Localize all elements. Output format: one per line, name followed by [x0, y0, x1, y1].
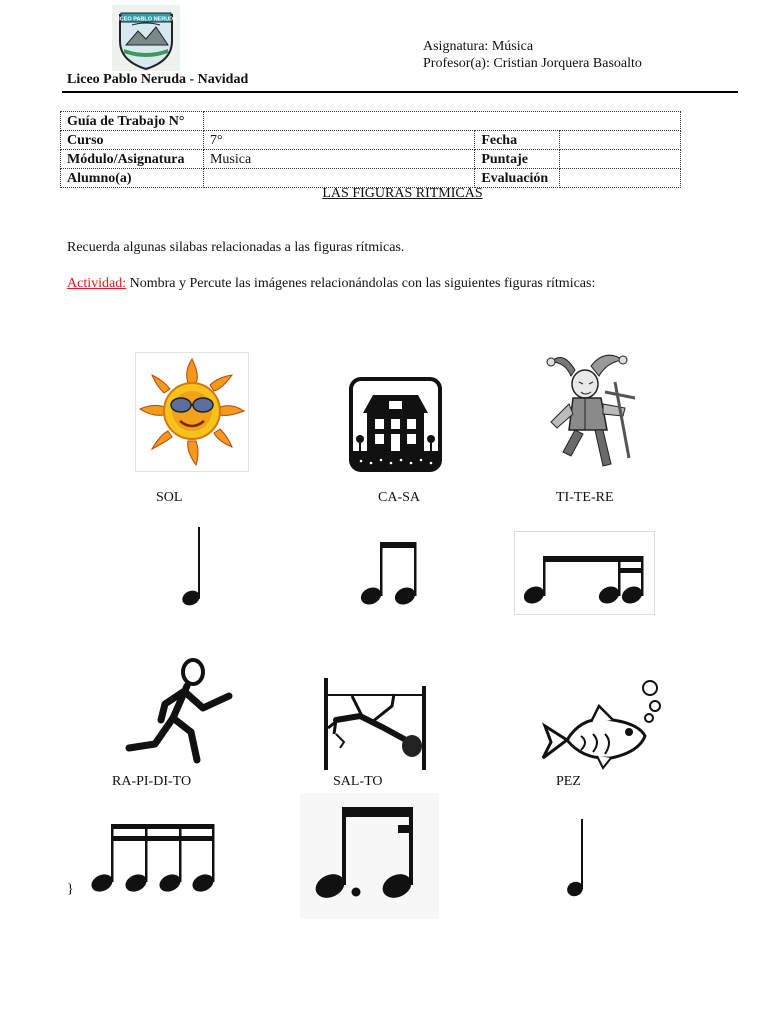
word-casa: CA-SA — [378, 490, 421, 505]
module-label: Módulo/Asignatura — [61, 150, 204, 169]
table-row — [61, 112, 681, 131]
course-value[interactable]: 7° — [203, 131, 474, 150]
score-label: Puntaje — [475, 150, 560, 169]
eighth-two-sixteenths-icon — [514, 531, 655, 615]
two-eighth-notes-icon — [358, 540, 420, 606]
intro-paragraph: Recuerda algunas silabas relacionadas a las figuras rítmicas. — [67, 240, 405, 255]
running-figure-icon — [117, 652, 239, 776]
quarter-note-icon-2 — [566, 817, 588, 901]
student-label: Alumno(a) — [61, 169, 204, 188]
logo-text: LICEO PABLO NERUDA — [114, 16, 178, 23]
closing-brace: } — [67, 882, 74, 897]
course-label: Curso — [61, 131, 204, 150]
quarter-note-icon — [180, 525, 204, 609]
school-logo — [112, 5, 180, 71]
activity-text: Nombra y Percute las imágenes relacionándolas con las siguientes figuras rítmicas: — [126, 276, 596, 291]
date-label: Fecha — [475, 131, 560, 150]
activity-paragraph — [67, 276, 595, 292]
module-value[interactable]: Musica — [203, 150, 474, 169]
guide-value[interactable] — [203, 112, 680, 131]
fish-icon — [541, 678, 667, 772]
table-row — [61, 150, 681, 169]
header-divider — [62, 91, 738, 93]
table-row — [61, 131, 681, 150]
word-titere: TI-TE-RE — [556, 490, 614, 505]
four-sixteenth-notes-icon — [88, 822, 218, 896]
dotted-eighth-sixteenth-icon — [300, 793, 439, 919]
word-pez: PEZ — [556, 774, 581, 789]
word-rapidito: RA-PI-DI-TO — [112, 774, 192, 789]
guide-label: Guía de Trabajo N° — [61, 112, 204, 131]
evaluation-value[interactable] — [560, 169, 681, 188]
date-value[interactable] — [560, 131, 681, 150]
teacher-label: Profesor(a): Cristian Jorquera Basoalto — [423, 56, 642, 71]
school-name: Liceo Pablo Neruda - Navidad — [67, 72, 249, 87]
score-value[interactable] — [560, 150, 681, 169]
word-salto: SAL-TO — [333, 774, 383, 789]
student-value[interactable] — [203, 169, 474, 188]
header-right — [423, 38, 642, 72]
activity-label: Actividad: — [67, 276, 127, 291]
house-icon — [349, 377, 442, 472]
table-row — [61, 169, 681, 188]
jester-puppet-icon — [545, 348, 637, 472]
subject-label: Asignatura: Música — [423, 39, 534, 54]
word-sol: SOL — [156, 490, 183, 505]
sun-icon — [135, 352, 249, 472]
page-title: LAS FIGURAS RITMICAS — [322, 186, 483, 201]
high-jumper-icon — [322, 676, 430, 772]
info-table — [60, 111, 681, 188]
evaluation-label: Evaluación — [475, 169, 560, 188]
